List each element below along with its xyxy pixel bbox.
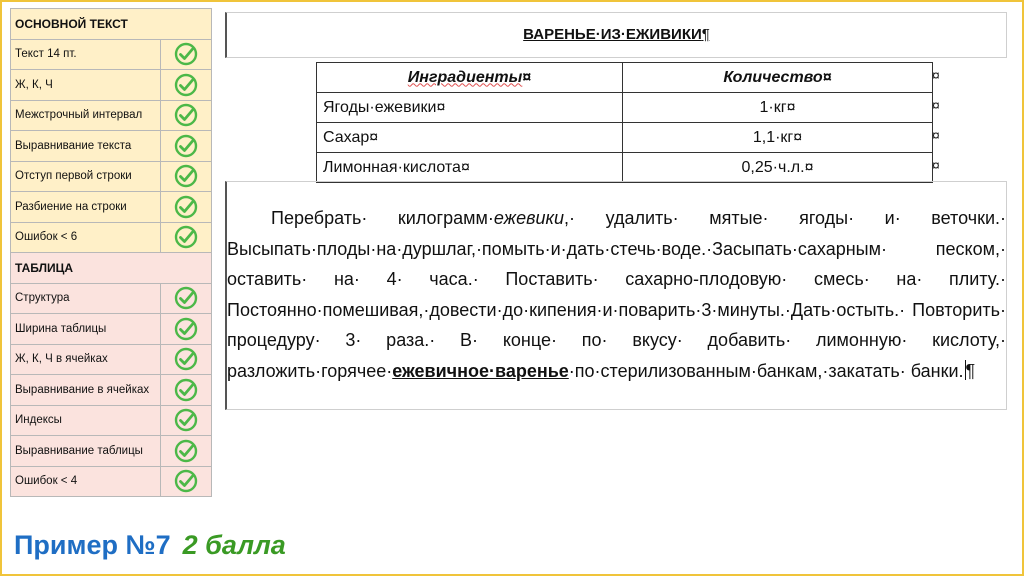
- criterion-label: Выравнивание текста: [11, 131, 161, 162]
- row-end-mark: ¤: [932, 97, 940, 113]
- criterion-label: Индексы: [11, 405, 161, 436]
- criterion-label: Выравнивание таблицы: [11, 436, 161, 467]
- check-icon: [161, 222, 212, 253]
- check-icon: [161, 70, 212, 101]
- ingredient-cell[interactable]: Лимонная·кислота¤: [317, 153, 623, 183]
- slide-footer: [14, 530, 286, 561]
- example-title: Пример №7: [14, 530, 171, 560]
- criterion-label: Выравнивание в ячейках: [11, 375, 161, 406]
- criterion-label: Структура: [11, 283, 161, 314]
- cell-end-mark: ¤: [822, 68, 832, 86]
- recipe-paragraph[interactable]: [227, 203, 1006, 386]
- table-section-title: ТАБЛИЦА: [11, 253, 212, 284]
- criterion-label: Ж, К, Ч: [11, 70, 161, 101]
- header-ingredients-text: Ингрaдиенты: [407, 68, 523, 86]
- quantity-cell[interactable]: 1·кг¤: [623, 93, 933, 123]
- row-end-mark: ¤: [932, 67, 940, 83]
- criterion-label: Ошибок < 6: [11, 222, 161, 253]
- check-icon: [161, 375, 212, 406]
- header-cell-ingredients[interactable]: [317, 63, 623, 93]
- criterion-label: Ошибок < 4: [11, 466, 161, 497]
- ingredients-table: [316, 62, 933, 183]
- table-row: [317, 153, 933, 183]
- check-icon: [161, 161, 212, 192]
- text-section-title: ОСНОВНОЙ ТЕКСТ: [11, 9, 212, 40]
- document-title-area: [225, 12, 1007, 58]
- check-icon: [161, 131, 212, 162]
- table-row: [317, 93, 933, 123]
- criterion-label: Ж, К, Ч в ячейках: [11, 344, 161, 375]
- check-icon: [161, 100, 212, 131]
- criterion-label: Межстрочный интервал: [11, 100, 161, 131]
- criterion-label: Отступ первой строки: [11, 161, 161, 192]
- quantity-cell[interactable]: 0,25·ч.л.¤: [623, 153, 933, 183]
- header-cell-quantity[interactable]: [623, 63, 933, 93]
- check-icon: [161, 283, 212, 314]
- check-icon: [161, 466, 212, 497]
- ingredient-cell[interactable]: Ягоды·ежевики¤: [317, 93, 623, 123]
- quantity-cell[interactable]: 1,1·кг¤: [623, 123, 933, 153]
- table-row: [317, 123, 933, 153]
- document-title[interactable]: [227, 26, 1006, 43]
- criterion-label: Разбиение на строки: [11, 192, 161, 223]
- check-icon: [161, 436, 212, 467]
- score-label: 2 балла: [182, 530, 286, 560]
- check-icon: [161, 344, 212, 375]
- document-body-area: [225, 181, 1007, 410]
- pilcrow-mark: ¶: [965, 360, 976, 381]
- table-criteria-section: [11, 253, 212, 497]
- bold-underlined-phrase: ежевичное·варенье: [392, 360, 569, 381]
- check-icon: [161, 192, 212, 223]
- criterion-label: Ширина таблицы: [11, 314, 161, 345]
- cell-end-mark: ¤: [522, 68, 532, 86]
- table-header-row: [317, 63, 933, 93]
- ingredient-cell[interactable]: Сахар¤: [317, 123, 623, 153]
- header-quantity-text: Количество: [723, 68, 823, 86]
- paragraph-text: ·по·стерилизованным·банкам,·закатать· банки.: [568, 360, 964, 381]
- text-criteria-section: [11, 9, 212, 253]
- check-icon: [161, 405, 212, 436]
- check-icon: [161, 314, 212, 345]
- row-end-mark: ¤: [932, 157, 940, 173]
- row-end-mark: ¤: [932, 127, 940, 143]
- paragraph-text: ,· удалить· мятые· ягоды· и· веточки.· Высыпать·плоды·на·дуршлаг,·помыть·и·дать·стечь·воде.·Засыпать·сахарным· песком,· оставить· на· 4· часа.· Поставить· сахарно-плодовую· смесь· на· плиту.· Постоянно·помешивая,·довести·до·кипения·и·поварить·3·минуты.·Дать·остыть.· Повторить· процедуру· 3· раза.· В· конце· по· вкусу· добавить· лимонную· кислоту,· разложить·горячее·: [227, 208, 1006, 381]
- paragraph-text: Перебрать· килограмм·: [271, 208, 494, 228]
- pilcrow-mark: ¶: [701, 26, 710, 43]
- italic-word: ежевики: [493, 208, 564, 228]
- title-text: ВАРЕНЬЕ·ИЗ·ЕЖИВИКИ: [523, 26, 702, 43]
- criteria-checklist: [10, 8, 212, 497]
- check-icon: [161, 39, 212, 70]
- criterion-label: Текст 14 пт.: [11, 39, 161, 70]
